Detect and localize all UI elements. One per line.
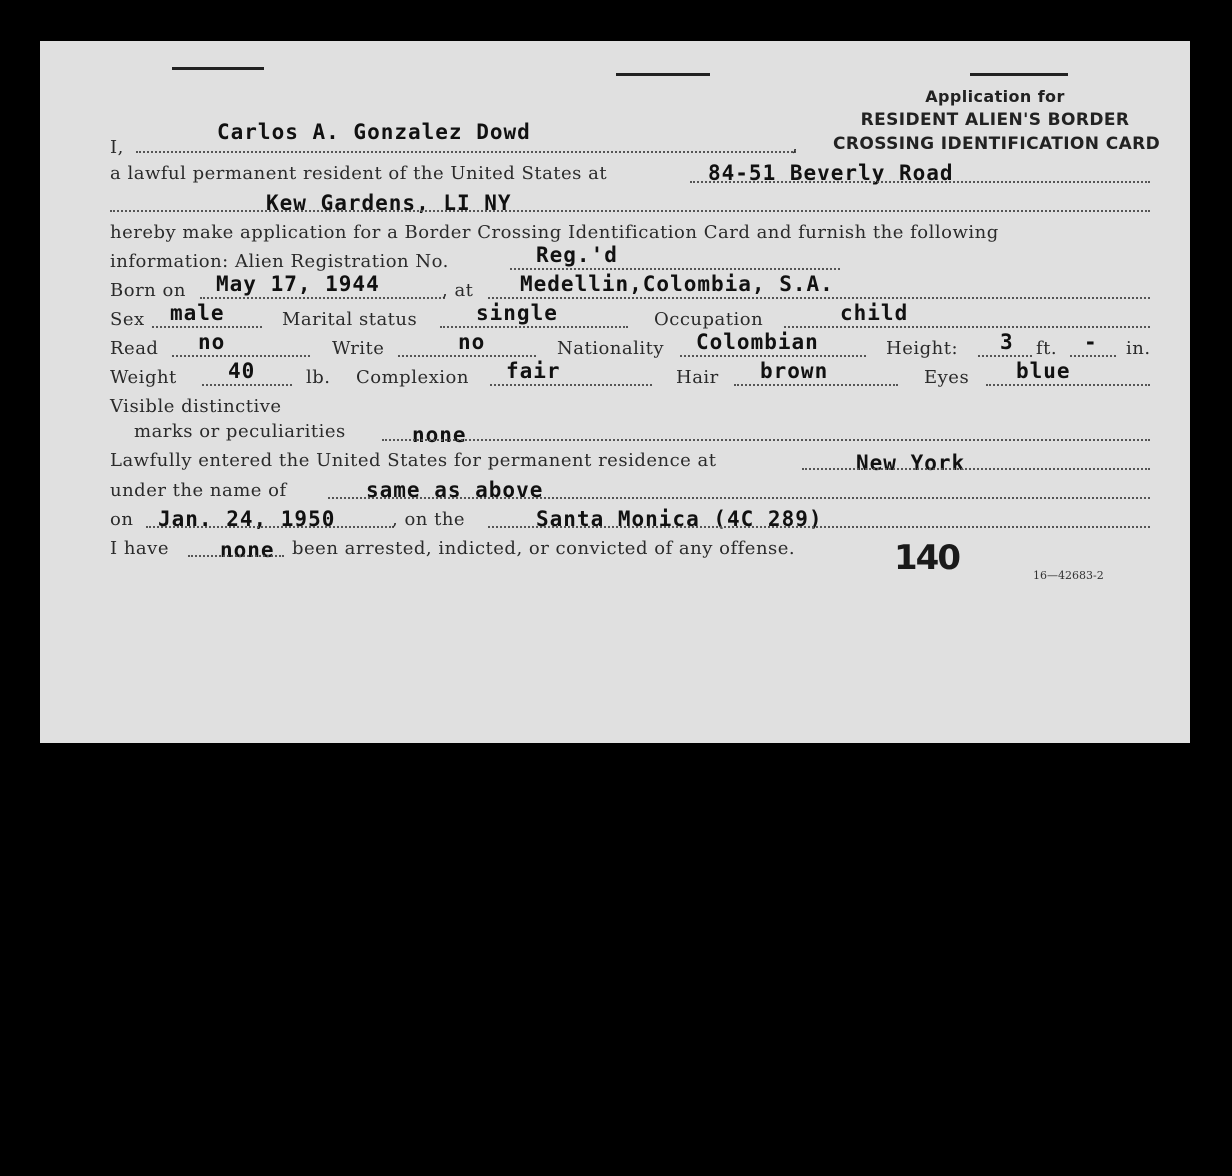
label-read: Read [110,338,159,359]
label-marital: Marital status [282,309,418,330]
eyes-line [986,384,1150,386]
top-rule-left [172,67,264,70]
address-line-2 [110,210,1150,212]
label-information: information: Alien Registration No. [110,251,449,272]
label-marks: marks or peculiarities [134,421,346,442]
value-address-2: Kew Gardens, LI NY [266,191,512,215]
header-line-3: CROSSING IDENTIFICATION CARD [833,134,1161,154]
height-ft-line [978,355,1032,357]
value-complexion: fair [506,359,561,383]
label-lawful: a lawful permanent resident of the United States at [110,163,608,184]
stamped-number: 140 [894,538,959,578]
label-complexion: Complexion [356,367,469,388]
header-line-1: Application for [925,87,1065,106]
value-marks: none [412,423,467,447]
value-weight: 40 [228,359,256,383]
complexion-line [490,384,652,386]
value-nationality: Colombian [696,330,819,354]
value-read: no [198,330,226,354]
value-hair: brown [760,359,829,383]
value-entry-place: New York [856,451,966,475]
value-vessel: Santa Monica (4C 289) [536,507,823,531]
entry-place-line [802,468,1150,470]
label-occupation: Occupation [654,309,764,330]
label-under: under the name of [110,480,287,501]
entry-date-line [146,526,394,528]
value-height-ft: 3 [1000,330,1014,354]
value-born-place: Medellin,Colombia, S.A. [520,272,834,296]
name-line [136,151,796,153]
label-lawfully: Lawfully entered the United States for permanent residence at [110,450,717,471]
nationality-line [680,355,866,357]
value-address-1: 84-51 Beverly Road [708,161,954,185]
value-alien-reg: Reg.'d [536,243,618,267]
hair-line [734,384,898,386]
label-write: Write [332,338,385,359]
vessel-line [488,526,1150,528]
label-visible: Visible distinctive [110,396,282,417]
value-name: Carlos A. Gonzalez Dowd [217,120,531,144]
value-occupation: child [840,301,909,325]
born-date-line [200,297,445,299]
label-i: I, [110,137,124,158]
value-entry-date: Jan. 24, 1950 [158,507,336,531]
label-nationality: Nationality [557,338,665,359]
value-height-in: - [1084,330,1098,354]
value-marital: single [476,301,558,325]
born-place-line [488,297,1150,299]
sex-line [152,326,262,328]
alien-reg-line [510,268,840,270]
label-at: , at [442,280,474,301]
label-eyes: Eyes [924,367,970,388]
label-lb: lb. [306,367,331,388]
label-on-the: , on the [392,509,466,530]
entry-name-line [328,497,1150,499]
label-born-on: Born on [110,280,186,301]
label-arrested: been arrested, indicted, or convicted of any offense. [292,538,796,559]
label-i-have: I have [110,538,169,559]
label-hereby: hereby make application for a Border Crossing Identification Card and furnish the following [110,222,999,243]
value-born-date: May 17, 1944 [216,272,380,296]
label-weight: Weight [110,367,177,388]
arrested-line [188,555,284,557]
weight-line [202,384,292,386]
height-in-line [1070,355,1116,357]
value-arrested: none [220,538,275,562]
marks-line [382,439,1150,441]
read-line [172,355,310,357]
label-height: Height: [886,338,959,359]
occupation-line [784,326,1150,328]
header-line-2: RESIDENT ALIEN'S BORDER [860,110,1130,130]
address-line-1 [690,181,1150,183]
top-rule-middle [616,73,710,76]
form-number: 16—42683-2 [1033,569,1104,582]
label-on: on [110,509,134,530]
application-card [40,41,1190,743]
value-entry-name: same as above [366,478,544,502]
value-sex: male [170,301,225,325]
label-sex: Sex [110,309,145,330]
marital-line [440,326,628,328]
label-ft: ft. [1036,338,1058,359]
write-line [398,355,536,357]
value-eyes: blue [1016,359,1071,383]
top-rule-right [970,73,1068,76]
value-write: no [458,330,486,354]
name-comma: , [792,135,799,156]
label-hair: Hair [676,367,719,388]
label-in: in. [1126,338,1151,359]
